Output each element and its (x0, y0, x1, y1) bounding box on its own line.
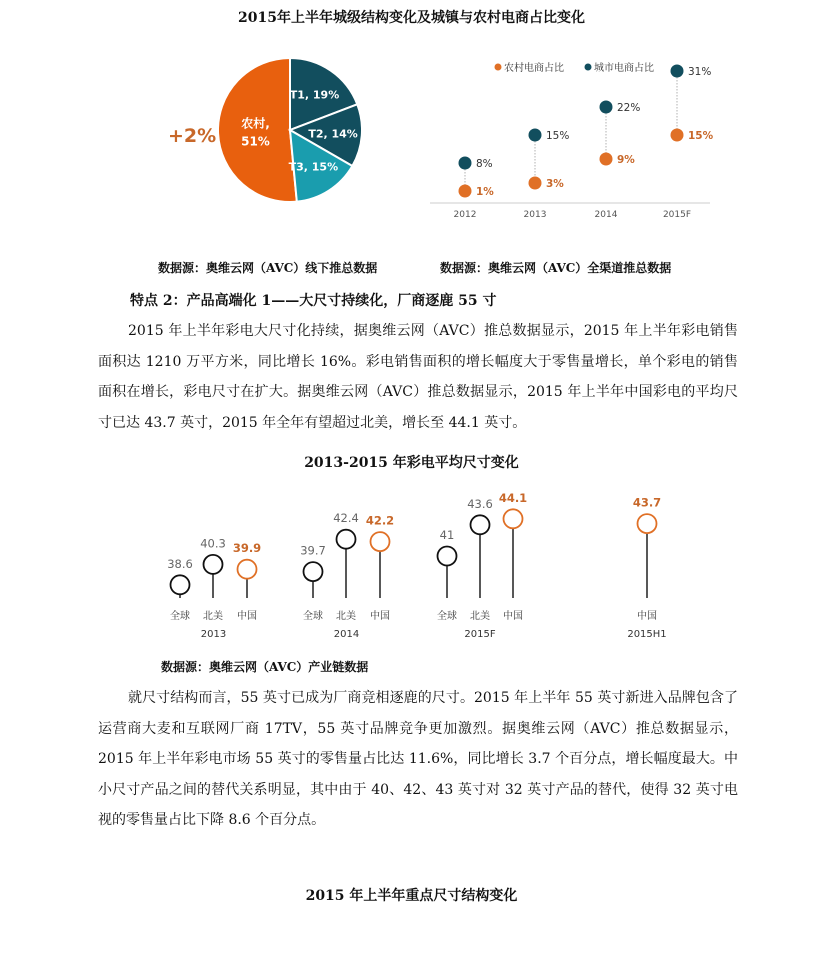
legend-marker-2 (585, 64, 592, 71)
size-value-label: 43.6 (467, 496, 493, 511)
rural-point (671, 129, 684, 142)
x-tick-label: 2015F (662, 210, 692, 220)
year-label: 2015H1 (627, 629, 667, 640)
x-tick-label: 2014 (594, 210, 618, 220)
year-label: 2015F (464, 629, 496, 640)
ecommerce-share-chart (420, 55, 720, 225)
rural-value-label: 1% (476, 186, 494, 198)
rural-value-label: 3% (546, 178, 564, 190)
year-label: 2013 (200, 629, 227, 640)
urban-rural-pie-chart (160, 50, 380, 210)
size-value-label: 42.4 (333, 511, 359, 526)
size-marker (304, 562, 323, 581)
size-value-label: 39.7 (300, 543, 326, 558)
size-value-label: 40.3 (200, 536, 226, 551)
region-label: 中国 (237, 611, 257, 622)
rural-point (529, 177, 542, 190)
pie-value-1: 51% (241, 134, 270, 149)
section-heading: 特点 2：产品高端化 1——大尺寸持续化，厂商逐鹿 55 寸 (130, 293, 497, 309)
urban-point (459, 157, 472, 170)
size-value-label: 41 (439, 528, 455, 542)
region-label: 北美 (203, 611, 223, 622)
size-value-label: 43.7 (632, 495, 662, 510)
pie-label-1: 农村, (241, 116, 270, 131)
average-size-chart (150, 478, 710, 648)
region-label: 全球 (170, 611, 190, 622)
size-value-label: 38.6 (167, 556, 193, 571)
urban-point (600, 101, 613, 114)
urban-point (671, 65, 684, 78)
legend-label-1: 农村电商占比 (504, 63, 564, 74)
figure1-title: 2015年上半年城级结构变化及城镇与农村电商占比变化 (238, 10, 585, 26)
size-marker (438, 547, 457, 566)
size-marker (337, 530, 356, 549)
x-tick-label: 2013 (523, 210, 547, 220)
urban-value-label: 31% (688, 66, 712, 78)
rural-point (600, 153, 613, 166)
pie-label-2: T1, 19% (289, 88, 340, 102)
legend-marker-1 (495, 64, 502, 71)
region-label: 中国 (503, 611, 523, 622)
pie-label-3: T2, 14% (308, 127, 358, 141)
rural-value-label: 15% (688, 130, 714, 142)
size-value-label: 42.2 (365, 513, 395, 528)
urban-value-label: 15% (546, 130, 570, 142)
region-label: 全球 (437, 611, 457, 622)
china-size-marker (638, 514, 657, 533)
region-label: 全球 (303, 611, 323, 622)
china-size-marker (504, 509, 523, 528)
size-marker (171, 575, 190, 594)
x-tick-label: 2012 (453, 210, 477, 220)
urban-value-label: 8% (476, 158, 493, 170)
year-label: 2014 (333, 629, 360, 640)
china-size-marker (238, 560, 257, 579)
urban-point (529, 129, 542, 142)
region-label: 北美 (336, 611, 356, 622)
region-label: 中国 (370, 611, 390, 622)
pie-label-4: T3, 15% (288, 160, 339, 174)
figure3-title: 2015 年上半年重点尺寸结构变化 (305, 888, 518, 904)
region-label: 北美 (470, 611, 490, 622)
figure2-title: 2013-2015 年彩电平均尺寸变化 (304, 455, 519, 471)
china-size-marker (371, 532, 390, 551)
section-paragraph-2: 就尺寸结构而言，55 英寸已成为厂商竞相逐鹿的尺寸。2015 年上半年 55 英寸新进入品牌包含了运营商大麦和互联网厂商 17TV，55 英寸品牌竞争更加激烈。据奥维云网（AVC）推总数据显示，2015 年上半年彩电市场 55 英寸的零售量占比达 11.6%，同比增长 3.7 个百分点，增长幅度最大。中小尺寸产品之间的替代关系明显，其中由于 40、42、43 英寸对 32 英寸产品的替代，使得 32 英寸电视的零售量占比下降 8.6 个百分点。 (98, 690, 738, 828)
region-label: 中国 (637, 611, 657, 622)
size-value-label: 44.1 (498, 490, 528, 505)
size-marker (204, 555, 223, 574)
figure1-source-left: 数据源：奥维云网（AVC）线下推总数据 (158, 261, 378, 275)
legend-label-2: 城市电商占比 (594, 63, 654, 74)
section-paragraph-1: 2015 年上半年彩电大尺寸化持续，据奥维云网（AVC）推总数据显示，2015 年上半年彩电销售面积达 1210 万平方米，同比增长 16%。彩电销售面积的增长幅度大于零售量增长，单个彩电的销售面积在增长，彩电尺寸在扩大。据奥维云网（AVC）推总数据显示，2015 年上半年中国彩电的平均尺寸已达 43.7 英寸，2015 年全年有望超过北美，增长至 44.1 英寸。 (98, 323, 738, 431)
rural-point (459, 185, 472, 198)
size-marker (471, 515, 490, 534)
rural-value-label: 9% (617, 154, 635, 166)
urban-value-label: 22% (617, 102, 641, 114)
figure2-source: 数据源：奥维云网（AVC）产业链数据 (161, 660, 369, 674)
figure1-source-right: 数据源：奥维云网（AVC）全渠道推总数据 (440, 261, 672, 275)
size-value-label: 39.9 (232, 541, 262, 556)
pie-change-annotation: +2% (168, 125, 217, 147)
